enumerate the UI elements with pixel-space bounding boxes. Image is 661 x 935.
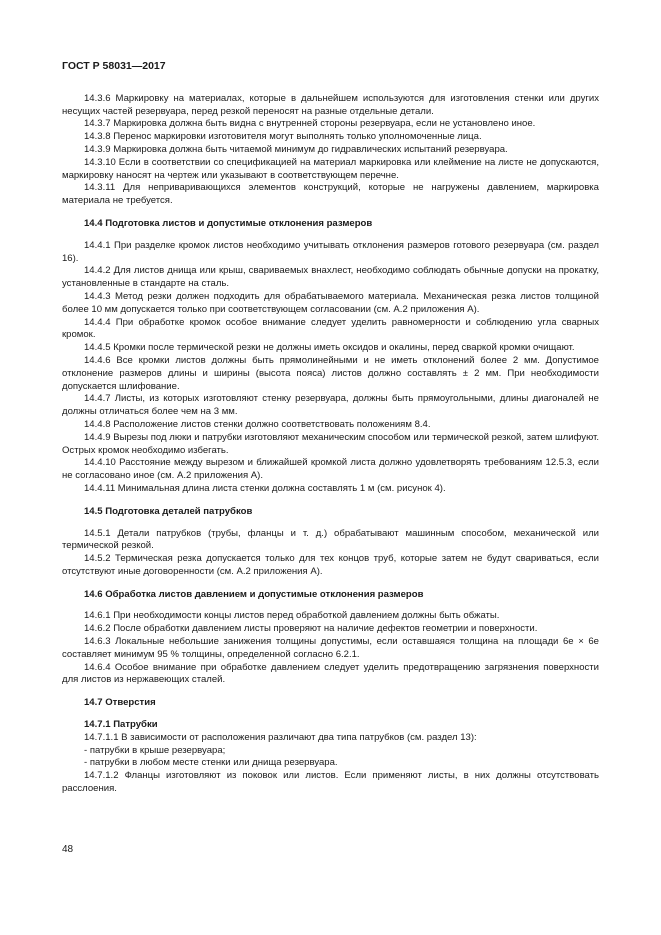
paragraph-14-5-2: 14.5.2 Термическая резка допускается только для тех концов труб, которые затем не будут свариваться, если отсутствуют иные договоренности (см. А.2 приложения А). — [62, 553, 599, 577]
paragraph-14-6-4: 14.6.4 Особое внимание при обработке давлением следует уделить предотвращению загрязнения поверхности для листов из нержавеющих сталей. — [62, 661, 599, 686]
paragraph-14-4-7: 14.4.7 Листы, из которых изготовляют стенку резервуара, должны быть прямоугольными, длины диагоналей не должны отличаться более чем на 3 мм. — [62, 393, 599, 418]
page-number: 48 — [62, 844, 74, 855]
paragraph-14-6-3: 14.6.3 Локальные небольшие занижения толщины допустимы, если оставшаяся толщина на площади 6е × 6е составляет минимум 95 % толщины, определенной согласно 6.2.1. — [62, 636, 599, 660]
list-item: - патрубки в крыше резервуара; — [84, 744, 226, 756]
paragraph-14-4-4: 14.4.4 При обработке кромок особое внимание следует уделить равномерности и соблюдению угла сварных кромок. — [62, 316, 599, 341]
paragraph-14-5-1: 14.5.1 Детали патрубков (трубы, фланцы и т. д.) обрабатывают машинным способом, механической или термической резкой. — [62, 527, 599, 552]
section-heading-14-6: 14.6 Обработка листов давлением и допустимые отклонения размеров — [84, 588, 424, 600]
subsection-heading-14-7-1: 14.7.1 Патрубки — [84, 719, 158, 731]
paragraph-14-3-11: 14.3.11 Для неприваривающихся элементов конструкций, которые не нагружены давлением, маркировка материала не требуется. — [62, 182, 599, 207]
paragraph-14-4-10: 14.4.10 Расстояние между вырезом и ближайшей кромкой листа должно удовлетворять требованиям 12.5.3, если не согласовано иное (см. А.2 приложения А). — [62, 457, 599, 482]
paragraph-14-4-1: 14.4.1 При разделке кромок листов необходимо учитывать отклонения размеров готового резервуара (см. раздел 16). — [62, 239, 599, 264]
paragraph-14-4-6: 14.4.6 Все кромки листов должны быть прямолинейными и не иметь отклонений более 2 мм. Допустимое отклонение размеров длины и ширины (высота пояса) листов должно составлять ± 2 мм. При необходимости допускается шлифование. — [62, 354, 599, 392]
list-item: - патрубки в любом месте стенки или днища резервуара. — [84, 757, 338, 769]
paragraph-14-4-8: 14.4.8 Расположение листов стенки должно соответствовать положениям 8.4. — [84, 418, 431, 430]
paragraph-14-3-9: 14.3.9 Маркировка должна быть читаемой минимум до гидравлических испытаний резервуара. — [84, 143, 508, 155]
paragraph-14-6-2: 14.6.2 После обработки давлением листы проверяют на наличие дефектов геометрии и поверхности. — [84, 623, 538, 635]
paragraph-14-4-2: 14.4.2 Для листов днища или крыш, свариваемых внахлест, необходимо соблюдать обычные допуски на прокатку, установленные в стандарте на сталь. — [62, 265, 599, 290]
paragraph-14-3-10: 14.3.10 Если в соответствии со спецификацией на материал маркировка или клеймение на листе не допускаются, маркировку наносят на чертеж или указывают в соответствующем перечне. — [62, 156, 599, 181]
section-heading-14-4: 14.4 Подготовка листов и допустимые отклонения размеров — [84, 217, 373, 229]
paragraph-14-4-9: 14.4.9 Вырезы под люки и патрубки изготовляют механическим способом или термической резкой, затем шлифуют. Острых кромок необходимо избегать. — [62, 431, 599, 456]
paragraph-14-3-6: 14.3.6 Маркировку на материалах, которые в дальнейшем используются для изготовления стенки или других несущих частей резервуара, перед резкой переносят на разные отдельные детали. — [62, 92, 599, 117]
document-header: ГОСТ Р 58031—2017 — [62, 60, 166, 72]
paragraph-14-6-1: 14.6.1 При необходимости концы листов перед обработкой давлением должны быть обжаты. — [84, 610, 500, 622]
paragraph-14-4-3: 14.4.3 Метод резки должен подходить для обрабатываемого материала. Механическая резка листов толщиной более 10 мм допускается только при соответствующем согласовании (см. А.2 приложения А). — [62, 290, 599, 315]
paragraph-14-4-5: 14.4.5 Кромки после термической резки не должны иметь оксидов и окалины, перед сваркой кромки очищают. — [84, 342, 575, 354]
paragraph-14-3-7: 14.3.7 Маркировка должна быть видна с внутренней стороны резервуара, если не установлено иное. — [84, 118, 536, 130]
paragraph-14-4-11: 14.4.11 Минимальная длина листа стенки должна составлять 1 м (см. рисунок 4). — [84, 482, 446, 494]
paragraph-14-7-1-2: 14.7.1.2 Фланцы изготовляют из поковок или листов. Если применяют листы, в них должны отсутствовать расслоения. — [62, 770, 599, 795]
section-heading-14-7: 14.7 Отверстия — [84, 697, 156, 709]
section-heading-14-5: 14.5 Подготовка деталей патрубков — [84, 505, 253, 517]
paragraph-14-3-8: 14.3.8 Перенос маркировки изготовителя могут выполнять только уполномоченные лица. — [84, 131, 482, 143]
paragraph-14-7-1-1: 14.7.1.1 В зависимости от расположения различают два типа патрубков (см. раздел 13): — [84, 731, 477, 743]
